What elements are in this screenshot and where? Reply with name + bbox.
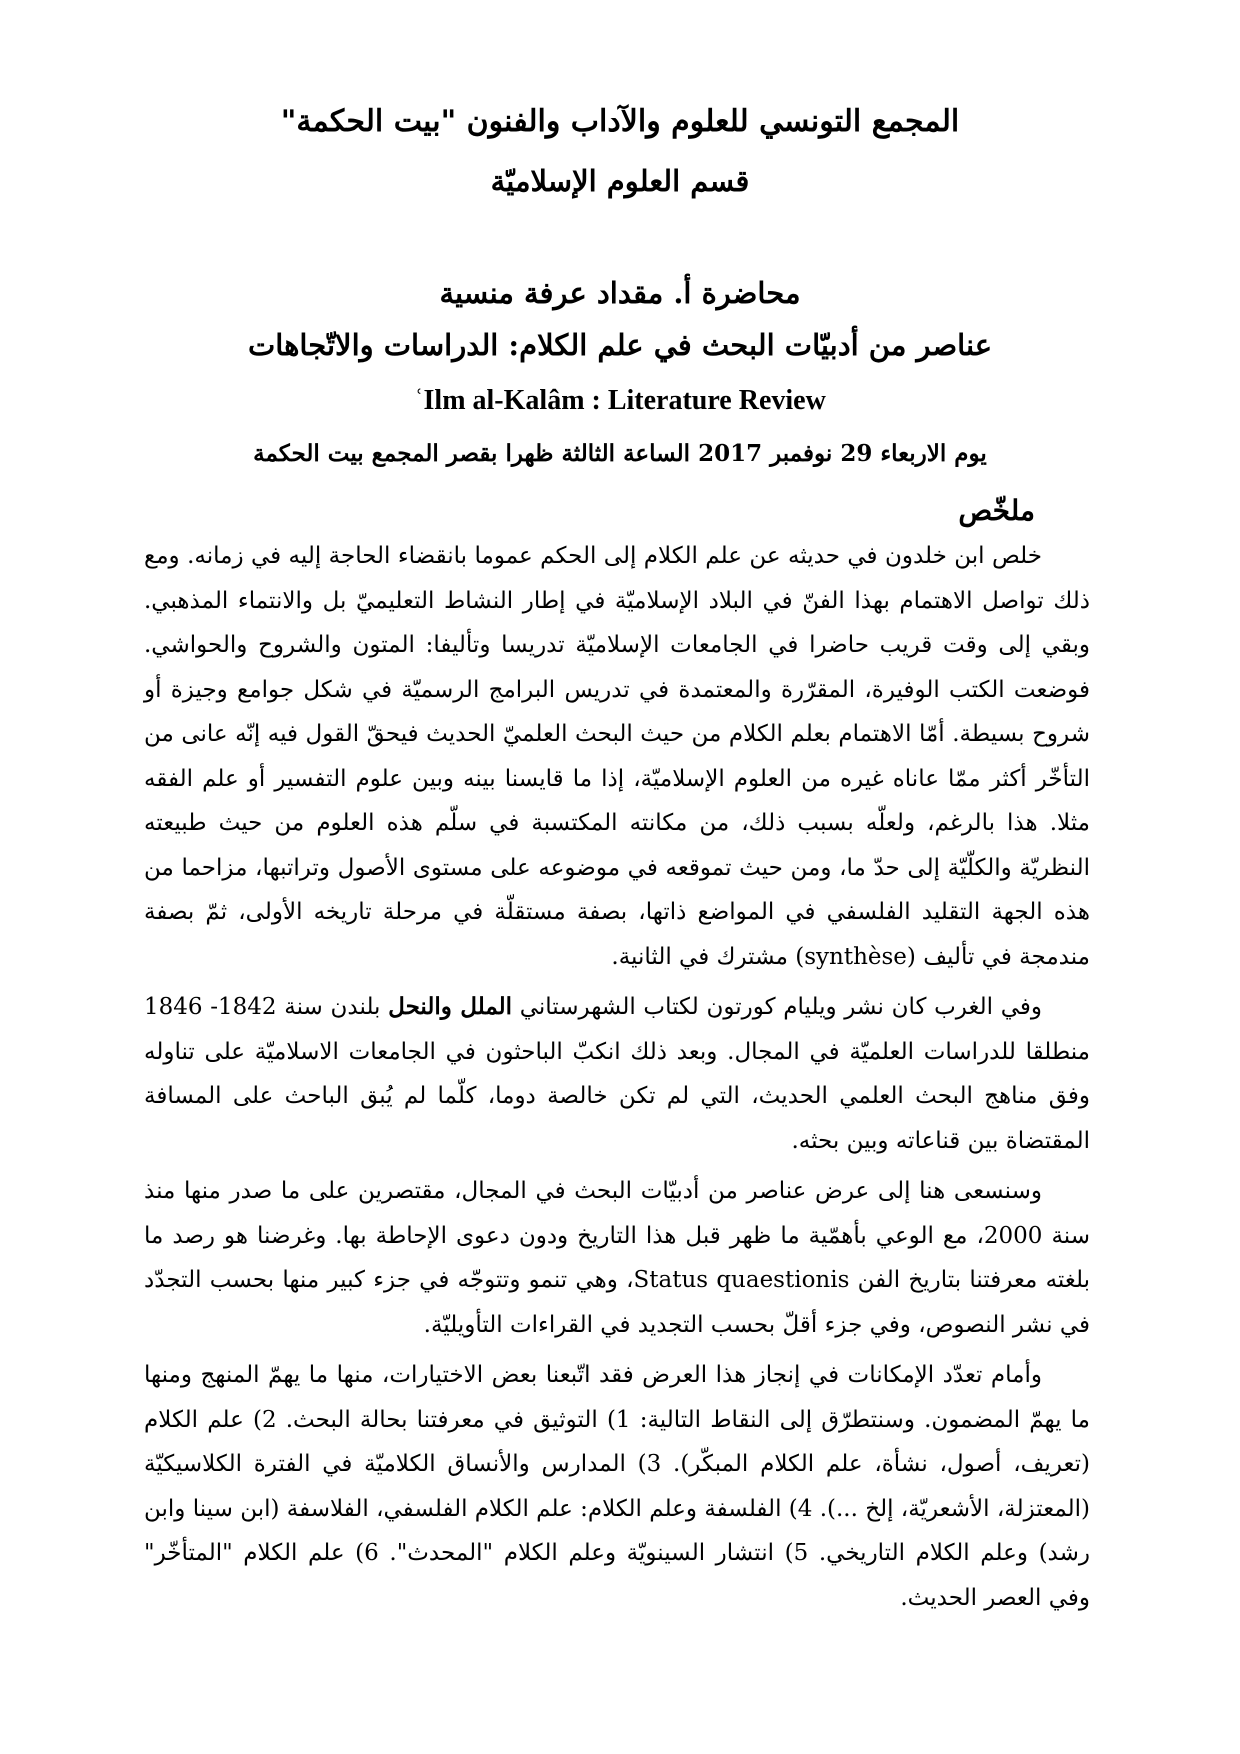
date-and-venue: يوم الاربعاء 29 نوفمبر 2017 الساعة الثالثة ظهرا بقصر المجمع بيت الحكمة <box>253 440 987 467</box>
department-title: قسم العلوم الإسلاميّة <box>490 164 750 198</box>
lecture-title-arabic: عناصر من أدبيّات البحث في علم الكلام: الدراسات والاتّجاهات <box>247 328 993 362</box>
summary-heading: ملخّص <box>958 494 1035 527</box>
lecturer-line: محاضرة أ. مقداد عرفة منسية <box>439 276 801 310</box>
paragraph-2-text-start: وفي الغرب كان نشر ويليام كورتون لكتاب الشهرستاني <box>512 994 1042 1020</box>
book-title-milal: الملل والنحل <box>388 993 513 1020</box>
summary-paragraph-2 <box>144 985 1090 1163</box>
paragraph-2-text-end: بلندن سنة 1842- 1846 منطلقا للدراسات العلميّة في المجال. وبعد ذلك انكبّ الباحثون في الجامعات الاسلاميّة على تناوله وفق مناهج البحث العلمي الحديث، التي لم تكن خالصة دوما، كلّما لم يُبق الباحث على المسافة المقتضاة بين قناعاته وبين بحثه. <box>144 994 1090 1154</box>
summary-paragraph-1: خلص ابن خلدون في حديثه عن علم الكلام إلى الحكم عموما بانقضاء الحاجة إليه في زمانه. ومع ذلك تواصل الاهتمام بهذا الفنّ في البلاد الإسلاميّة في إطار النشاط التعليميّ بل والانتماء المذهبي. وبقي إلى وقت قريب حاضرا في الجامعات الإسلاميّة تدريسا وتأليفا: المتون والشروح والحواشي. فوضعت الكتب الوفيرة، المقرّرة والمعتمدة في تدريس البرامج الرسميّة في شكل جوامع وجيزة أو شروح بسيطة. أمّا الاهتمام بعلم الكلام من حيث البحث العلميّ الحديث فيحقّ القول فيه إنّه عانى من التأخّر أكثر ممّا عاناه غيره من العلوم الإسلاميّة، إذا ما قايسنا بينه وبين علوم التفسير أو علم الفقه مثلا. هذا بالرغم، ولعلّه بسبب ذلك، من مكانته المكتسبة في سلّم هذه العلوم من حيث طبيعته النظريّة والكلّيّة إلى حدّ ما، ومن حيث تموقعه في موضوعه على مستوى الأصول وتراتبها، مزاحما من هذه الجهة التقليد الفلسفي في المواضع ذاتها، بصفة مستقلّة في مرحلة تاريخه الأولى، ثمّ بصفة مندمجة في تأليف (synthèse) مشترك في الثانية. <box>144 543 1090 970</box>
summary-paragraph-4: وأمام تعدّد الإمكانات في إنجاز هذا العرض فقد اتّبعنا بعض الاختيارات، منها ما يهمّ المنهج ومنها ما يهمّ المضمون. وسنتطرّق إلى النقاط التالية: 1) التوثيق في معرفتنا بحالة البحث. 2) علم الكلام (تعريف، أصول، نشأة، علم الكلام المبكّر). 3) المدارس والأنساق الكلاميّة في الفترة الكلاسيكيّة (المعتزلة، الأشعريّة، إلخ ...). 4) الفلسفة وعلم الكلام: علم الكلام الفلسفي، الفلاسفة (ابن سينا وابن رشد) وعلم الكلام التاريخي. 5) انتشار السينويّة وعلم الكلام "المحدث". 6) علم الكلام "المتأخّر" وفي العصر الحديث. <box>144 1362 1091 1611</box>
summary-body <box>144 534 1090 1626</box>
lecture-title-english: ʿIlm al-Kalâm : Literature Review <box>414 385 826 416</box>
summary-paragraph-3: وسنسعى هنا إلى عرض عناصر من أدبيّات البحث في المجال، مقتصرين على ما صدر منها منذ سنة 2000، مع الوعي بأهمّية ما ظهر قبل هذا التاريخ ودون دعوى الإحاطة بها. وغرضنا هو رصد ما بلغته معرفتنا بتاريخ الفن Status quaestionis، وهي تنمو وتتوجّه في جزء كبير منها بحسب التجدّد في نشر النصوص، وفي جزء أقلّ بحسب التجديد في القراءات التأويليّة. <box>144 1178 1090 1338</box>
institution-title: المجمع التونسي للعلوم والآداب والفنون "بيت الحكمة" <box>280 104 960 139</box>
